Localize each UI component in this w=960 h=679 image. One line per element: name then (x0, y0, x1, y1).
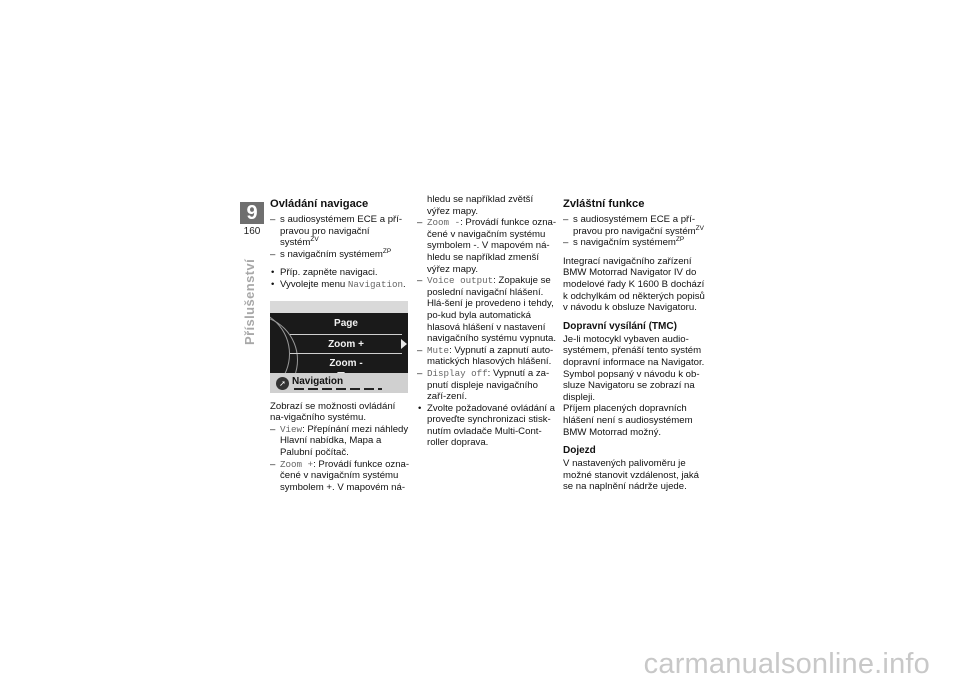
option-item-display-off: – Display off: Vypnutí a za-pnutí displeje navigačního zaří-zení. (417, 368, 557, 403)
scroll-indicator (294, 388, 382, 390)
option-item-zoom-minus: – Zoom -: Provádí funkce ozna-čené v navigačním systému symbolem -. V mapovém ná-hledu se například zmenší výřez mapy. (417, 217, 557, 275)
option-item-view: – View: Přepínání mezi náhledy Hlavní nabídka, Mapa a Palubní počítač. (270, 424, 410, 459)
step-bullet: • Vyvolejte menu Navigation. (270, 279, 410, 291)
step-bullet: • Příp. zapněte navigaci. (270, 267, 410, 279)
navigation-icon: ➚ (276, 377, 289, 390)
menu-title-bar (270, 373, 408, 393)
paragraph: Příjem placených dopravních hlášení není s audiosystémem BMW Motorrad možný. (563, 403, 693, 438)
menu-item-zoom-plus: Zoom + (290, 334, 402, 354)
section-heading-navigation-control: Ovládání navigace (270, 198, 369, 210)
paragraph-continued: hledu se například zvětší výřez mapy. (427, 194, 534, 217)
option-item-zoom-plus: – Zoom +: Provádí funkce ozna-čené v navigačním systému symbolem +. V mapovém ná- (270, 459, 410, 494)
section-heading-special-functions: Zvláštní funkce (563, 198, 645, 210)
paragraph: Zobrazí se možnosti ovládání na-vigačního systému. (270, 400, 396, 424)
subheading-range: Dojezd (563, 445, 596, 457)
page-number: 160 (243, 226, 261, 237)
step-bullet: • Zvolte požadované ovládání a proveďte synchronizaci stisk-nutím ovladače Multi-Cont-roller doprava. (417, 403, 557, 449)
chapter-number-badge: 9 (240, 202, 264, 224)
option-item-mute: – Mute: Vypnutí a zapnutí auto-matických hlasových hlášení. (417, 345, 557, 368)
watermark-text: carmanualsonline.info (643, 648, 930, 679)
subheading-tmc: Dopravní vysílání (TMC) (563, 320, 677, 332)
paragraph: V nastavených palivoměru je možné stanovit vzdálenost, jaká se na naplnění nádrže ujede. (563, 458, 699, 493)
variant-item: – s navigačním systémem$^{ZP}$ (563, 237, 708, 249)
chapter-side-title: Příslušenství (242, 258, 257, 345)
column-3 (563, 198, 708, 493)
paragraph: Je-li motocykl vybaven audio-systémem, přenáší tento systém dopravní informace na Navigator. Symbol popsaný v návodu k ob-sluze Navigatoru se zobrazí na displeji. (563, 333, 705, 403)
paragraph: Integrací navigačního zařízení BMW Motorrad Navigator IV do modelové řady K 1600 B dochází k odchylkám od některých popisů v návodu k obsluze Navigatoru. (563, 255, 705, 314)
menu-item-zoom-minus: Zoom - (329, 357, 363, 369)
option-item-voice-output: – Voice output: Zopakuje se poslední navigační hlášení. Hlá-šení je provedeno i tehdy, po-kud byla automatická hlasová hlášení v nastavení navigačního systému vypnuta. (417, 275, 557, 345)
column-1 (270, 198, 410, 493)
menu-title: Navigation (292, 375, 344, 387)
menu-item-page: Page (334, 317, 358, 329)
arrow-right-icon (401, 339, 407, 349)
variant-item: – s audiosystémem ECE a pří-pravou pro navigační systém$^{ZV}$ (270, 214, 410, 249)
navigation-menu-screenshot (270, 301, 408, 393)
variant-item: – s audiosystémem ECE a pří-pravou pro navigační systém$^{ZV}$ (563, 214, 708, 237)
column-2 (417, 194, 557, 449)
variant-item: – s navigačním systémem$^{ZP}$ (270, 249, 410, 261)
